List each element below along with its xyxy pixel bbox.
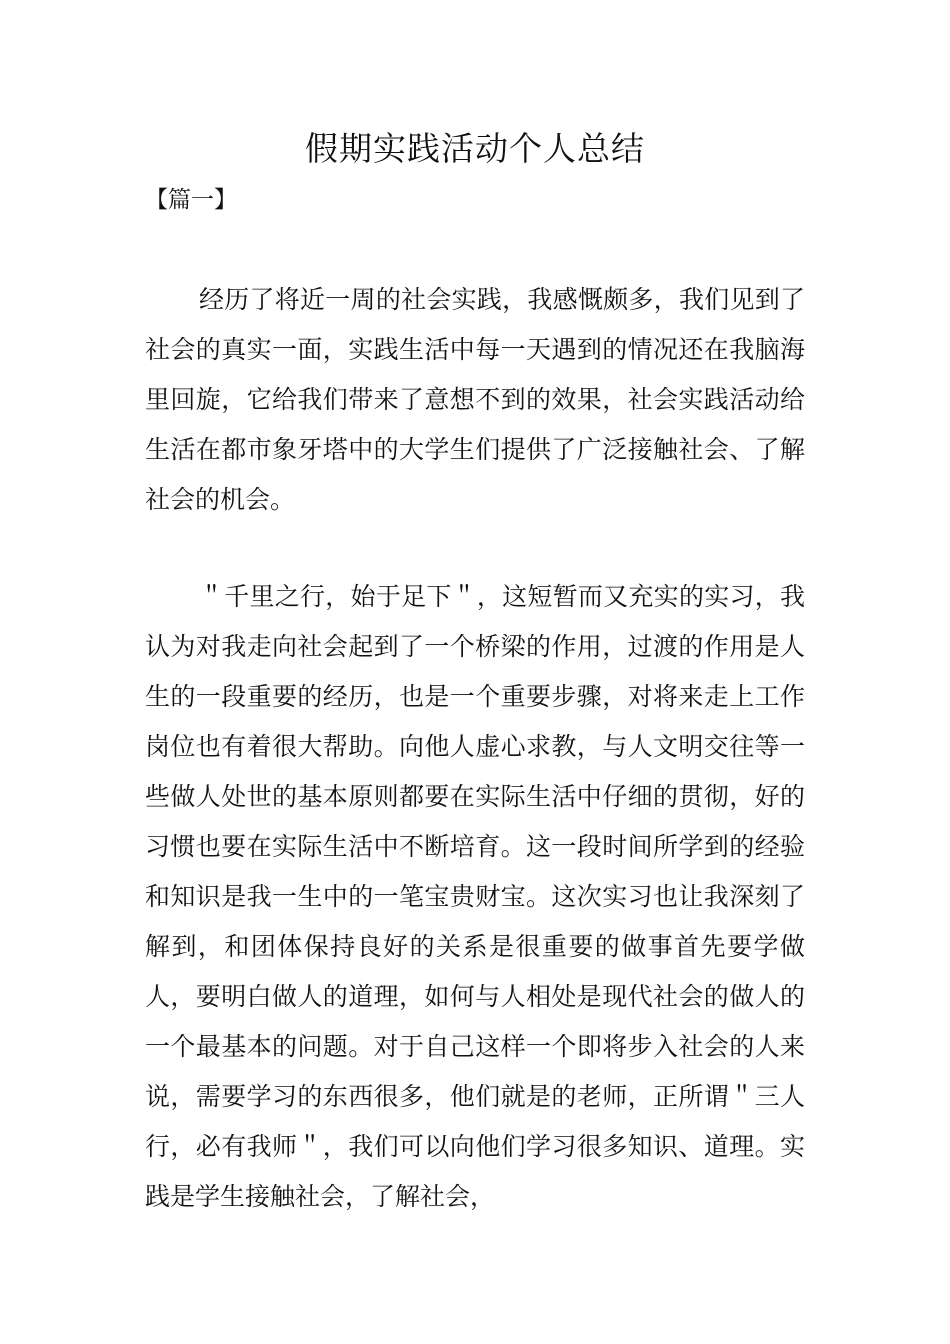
paragraph-1: 经历了将近一周的社会实践，我感慨颇多，我们见到了社会的真实一面，实践生活中每一天遇到的情况还在我脑海里回旋，它给我们带来了意想不到的效果，社会实践活动给生活在都市象牙塔中的大学生们提供了广泛接触社会、了解社会的机会。: [145, 285, 805, 514]
section-label: 【篇一】: [145, 187, 237, 213]
paragraph-2: ＂千里之行，始于足下＂，这短暂而又充实的实习，我认为对我走向社会起到了一个桥梁的作用，过渡的作用是人生的一段重要的经历，也是一个重要步骤，对将来走上工作岗位也有着很大帮助。向他人虚心求教，与人文明交往等一些做人处世的基本原则都要在实际生活中仔细的贯彻，好的习惯也要在实际生活中不断培育。这一段时间所学到的经验和知识是我一生中的一笔宝贵财宝。这次实习也让我深刻了解到，和团体保持良好的关系是很重要的做事首先要学做人，要明白做人的道理，如何与人相处是现代社会的做人的一个最基本的问题。对于自己这样一个即将步入社会的人来说，需要学习的东西很多，他们就是的老师，正所谓＂三人行，必有我师＂，我们可以向他们学习很多知识、道理。实践是学生接触社会，了解社会，: [145, 582, 805, 1211]
document-title: 假期实践活动个人总结: [305, 129, 645, 168]
